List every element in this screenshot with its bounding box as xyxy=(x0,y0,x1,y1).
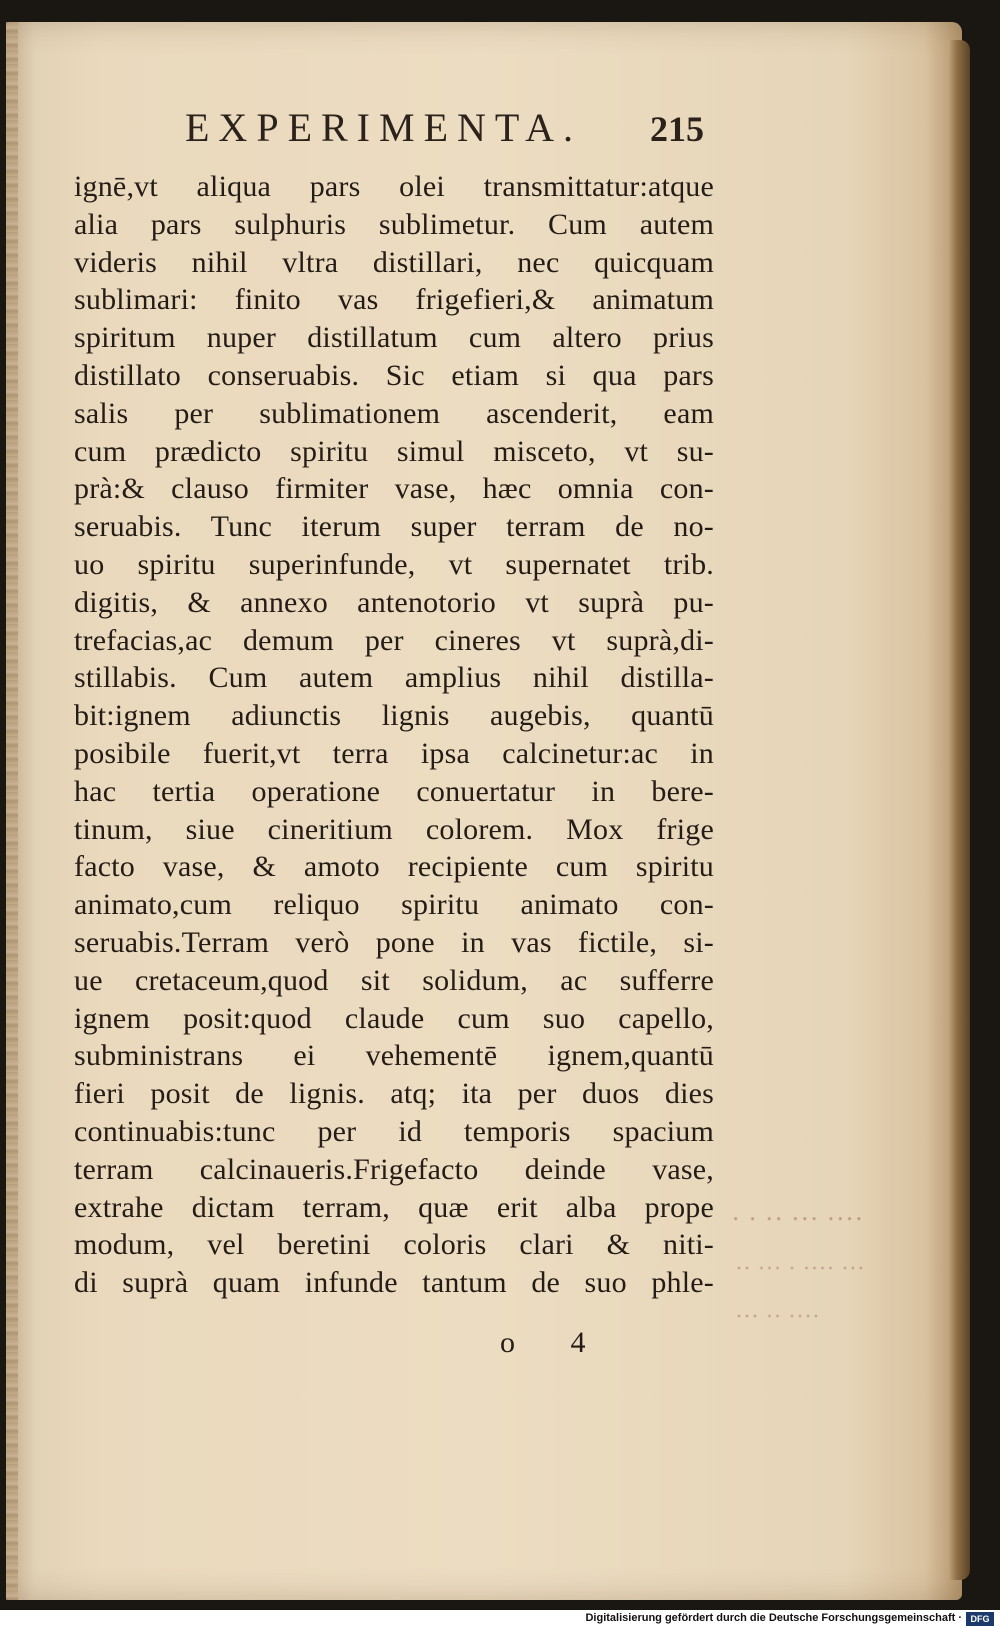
text-line: modum, vel beretini coloris clari & niti- xyxy=(74,1228,714,1262)
text-line: ue cretaceum,quod sit solidum, ac sufferre xyxy=(74,963,714,997)
text-line: tinum, siue cineritium colorem. Mox frige xyxy=(74,812,714,846)
text-line: prà:& clauso firmiter vase, hæc omnia con- xyxy=(74,472,714,506)
text-line: fieri posit de lignis. atq; ita per duos dies xyxy=(74,1077,714,1111)
funding-credit: Digitalisierung gefördert durch die Deutsche Forschungsgemeinschaft · xyxy=(585,1612,962,1624)
body-text xyxy=(74,168,714,1302)
text-line: bit:ignem adiunctis lignis augebis, quantū xyxy=(74,699,714,733)
text-line: continuabis:tunc per id temporis spacium xyxy=(74,1114,714,1148)
text-line: distillato conseruabis. Sic etiam si qua pars xyxy=(74,358,714,392)
text-line: seruabis.Terram verò pone in vas fictile, si- xyxy=(74,925,714,959)
text-line: stillabis. Cum autem amplius nihil distilla- xyxy=(74,661,714,695)
text-line: sublimari: finito vas frigefieri,& animatum xyxy=(74,283,714,317)
text-line: posibile fuerit,vt terra ipsa calcinetur:ac in xyxy=(74,736,714,770)
running-head: EXPERIMENTA. xyxy=(185,105,583,150)
text-line: uo spiritu superinfunde, vt supernatet trib. xyxy=(74,547,714,581)
text-line: videris nihil vltra distillari, nec quicquam xyxy=(74,245,714,279)
text-line: facto vase, & amoto recipiente cum spiritu xyxy=(74,850,714,884)
text-line: seruabis. Tunc iterum super terram de no- xyxy=(74,510,714,544)
page-number: 215 xyxy=(650,109,704,149)
text-line: cum prædicto spiritu simul misceto, vt su- xyxy=(74,434,714,468)
text-line: subministrans ei vehementē ignem,quantū xyxy=(74,1039,714,1073)
text-line: alia pars sulphuris sublimetur. Cum autem xyxy=(74,207,714,241)
dfg-logo-icon: DFG xyxy=(966,1612,994,1626)
text-line: salis per sublimationem ascenderit, eam xyxy=(74,396,714,430)
text-line: spiritum nuper distillatum cum altero prius xyxy=(74,321,714,355)
signature-mark: o 4 xyxy=(500,1326,610,1359)
text-line: digitis, & annexo antenotorio vt suprà pu- xyxy=(74,585,714,619)
bleed-through-marks: · · ·· ··· ···· xyxy=(732,1206,865,1231)
text-line: animato,cum reliquo spiritu animato con- xyxy=(74,888,714,922)
bleed-through-marks: ··· ·· ···· xyxy=(736,1306,821,1326)
text-line: ignem posit:quod claude cum suo capello, xyxy=(74,1001,714,1035)
page-fore-edge xyxy=(948,40,970,1580)
page-binding-edge xyxy=(6,22,18,1600)
text-line: di suprà quam infunde tantum de suo phle- xyxy=(74,1266,714,1300)
text-line: hac tertia operatione conuertatur in bere- xyxy=(74,774,714,808)
text-line: ignē,vt aliqua pars olei transmittatur:atque xyxy=(74,170,714,203)
text-line: terram calcinaueris.Frigefacto deinde vase, xyxy=(74,1152,714,1186)
bleed-through-marks: ·· ··· · ···· ··· xyxy=(736,1258,866,1278)
text-line: extrahe dictam terram, quæ erit alba prope xyxy=(74,1190,714,1224)
text-line: trefacias,ac demum per cineres vt suprà,di- xyxy=(74,623,714,657)
